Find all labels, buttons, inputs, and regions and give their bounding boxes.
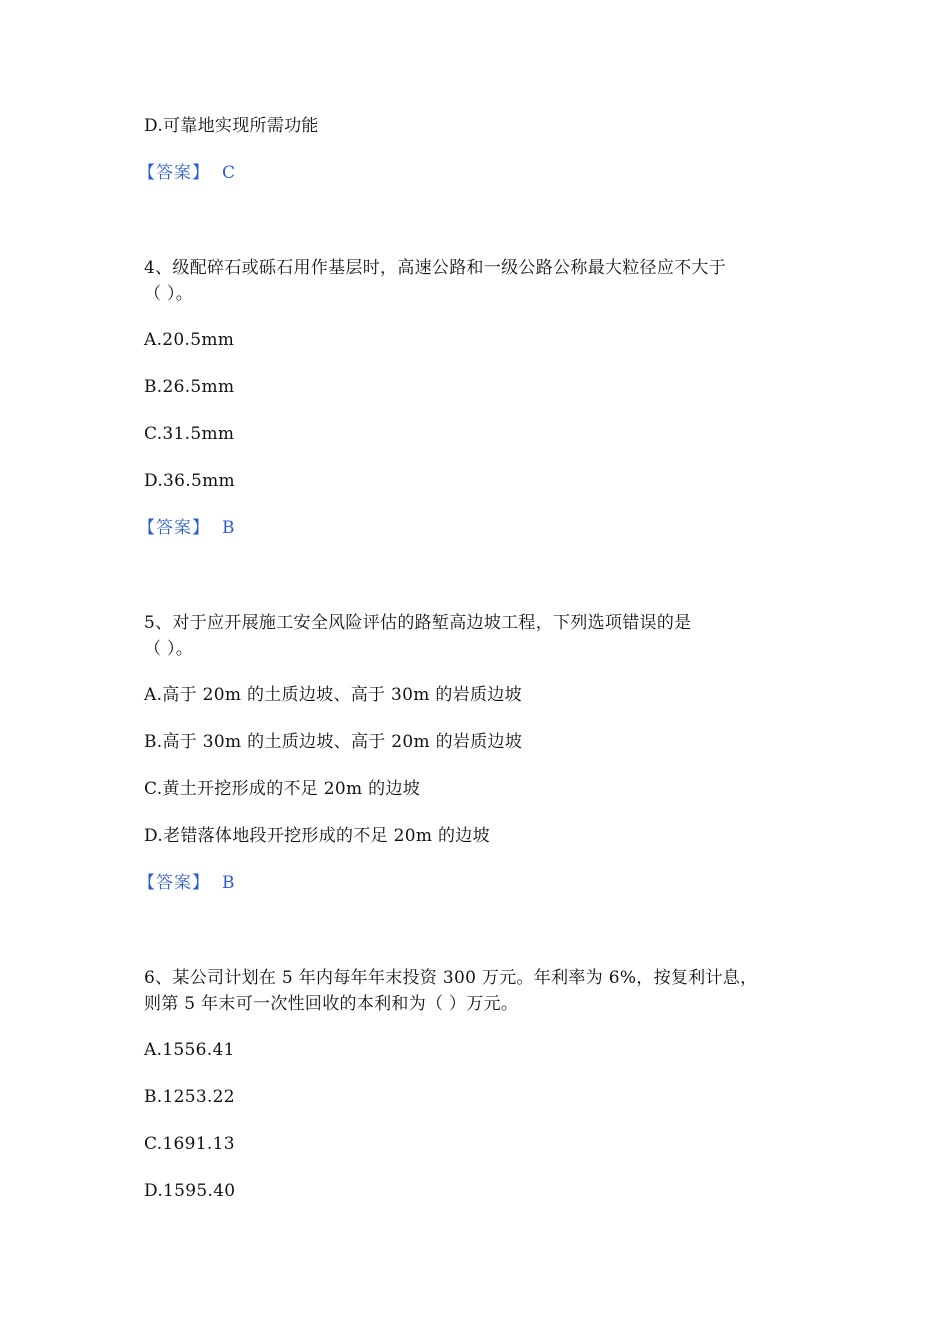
q6-option-b: B.1253.22: [144, 1087, 235, 1107]
q4-option-c: C.31.5mm: [144, 424, 235, 444]
answer-label: 【答案】: [138, 873, 210, 893]
q4-answer: [138, 516, 235, 540]
q5-option-a: A.高于 20m 的土质边坡、高于 30m 的岩质边坡: [144, 685, 522, 705]
q6-option-d: D.1595.40: [144, 1181, 236, 1201]
q4-stem-line-1: 4、级配碎石或砾石用作基层时，高速公路和一级公路公称最大粒径应不大于: [144, 258, 727, 278]
answer-value: C: [222, 163, 236, 183]
q5-option-b: B.高于 30m 的土质边坡、高于 20m 的岩质边坡: [144, 732, 523, 752]
q6-stem-line-2: 则第 5 年末可一次性回收的本利和为（ ）万元。: [144, 994, 519, 1014]
answer-value: B: [222, 873, 235, 893]
q5-option-c: C.黄土开挖形成的不足 20m 的边坡: [144, 779, 421, 799]
answer-label: 【答案】: [138, 163, 210, 183]
q3-answer: [138, 161, 235, 185]
q5-stem-line-2: （ ）。: [144, 639, 194, 659]
answer-value: B: [222, 518, 235, 538]
q6-stem-line-1: 6、某公司计划在 5 年内每年年末投资 300 万元。年利率为 6%，按复利计息，: [144, 968, 758, 988]
q5-option-d: D.老错落体地段开挖形成的不足 20m 的边坡: [144, 826, 490, 846]
answer-label: 【答案】: [138, 518, 210, 538]
q4-option-a: A.20.5mm: [144, 330, 235, 350]
q4-option-d: D.36.5mm: [144, 471, 235, 491]
q4-stem-line-2: （ ）。: [144, 284, 194, 304]
q4-option-b: B.26.5mm: [144, 377, 235, 397]
q5-stem-line-1: 5、对于应开展施工安全风险评估的路堑高边坡工程，下列选项错误的是: [144, 613, 692, 633]
q3-option-d: D.可靠地实现所需功能: [144, 116, 319, 136]
q6-option-c: C.1691.13: [144, 1134, 235, 1154]
q6-option-a: A.1556.41: [144, 1040, 235, 1060]
q5-answer: [138, 871, 235, 895]
